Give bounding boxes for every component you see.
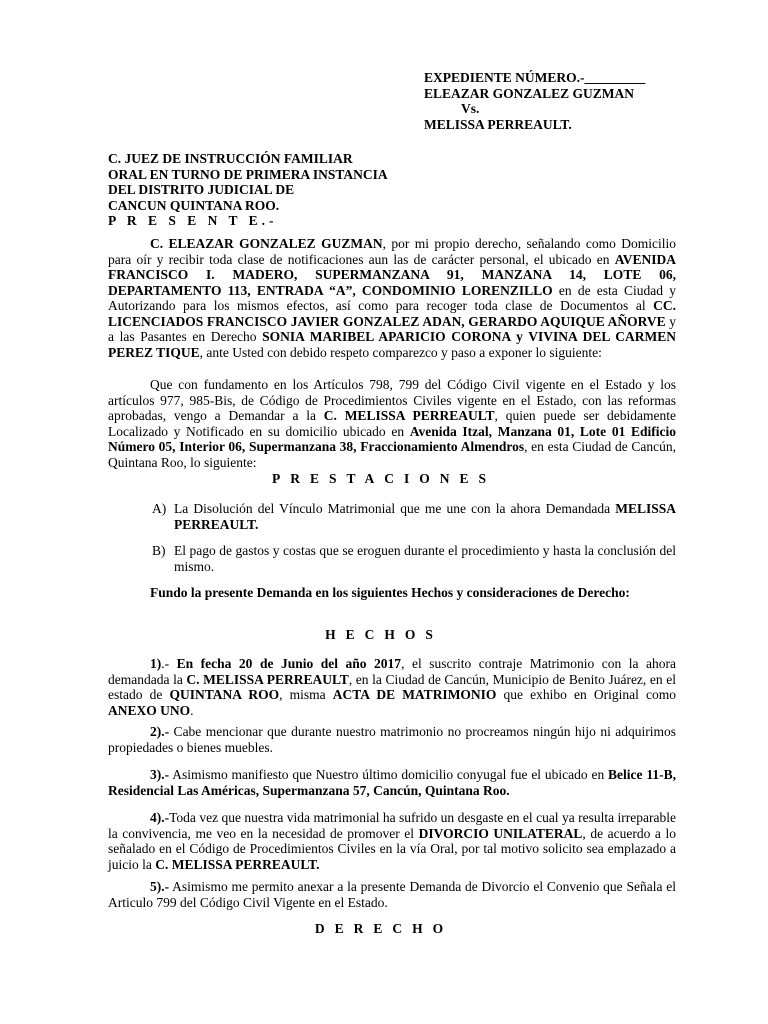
hecho-text: Cabe mencionar que durante nuestro matrimonio no procreamos ningún hijo ni adquirimos propiedades o bienes muebles. xyxy=(108,724,676,755)
hecho-4 xyxy=(108,810,676,872)
hecho-1 xyxy=(108,656,676,718)
hecho-text: Toda vez que nuestra vida matrimonial ha sufrido un desgaste en el cual ya resulta irreparable la convivencia, me veo en la necesidad de promover el xyxy=(108,810,676,841)
derecho-title: DERECHO xyxy=(314,921,454,936)
hecho-text: , en la Ciudad de Cancún, Municipio de Benito Juárez, en el estado de xyxy=(108,671,676,702)
fundamento-text: , quien puede ser debidamente Localizado y Notificado en su domicilio ubicado en xyxy=(108,408,676,439)
actor-name: ELEAZAR GONZALEZ GUZMAN xyxy=(424,85,635,101)
intro-text: y a las Pasantes en Derecho xyxy=(108,313,676,344)
addressee-line: ORAL EN TURNO DE PRIMERA INSTANCIA xyxy=(108,166,388,182)
defendant-ref: C. MELISSA PERREAULT xyxy=(323,408,495,423)
item-letter: B) xyxy=(152,543,166,558)
versus-label: Vs. xyxy=(461,101,480,116)
hecho-2 xyxy=(108,724,676,755)
paralegals-names: SONIA MARIBEL APARICIO CORONA y VIVINA DEL CARMEN PEREZ TIQUE xyxy=(108,329,676,360)
divorce-type: DIVORCIO UNILATERAL xyxy=(418,825,583,841)
hecho-text: Asimismo manifiesto que Nuestro último domicilio conyugal fue el ubicado en xyxy=(169,767,609,782)
prestacion-item xyxy=(152,543,676,574)
fundamento-text: Que con fundamento en los Artículos 798, 799 del Código Civil vigente en el Estado y los artículos 977, 985-Bis, de Código de Procedimientos Civiles vigente en el Estado, con las reformas aprobadas, vengo a Demandar a la xyxy=(108,377,676,423)
plaintiff-name: C. ELEAZAR GONZALEZ GUZMAN xyxy=(150,236,383,251)
presente-line: P R E S E N T E.- xyxy=(108,213,278,228)
attorneys-names: CC. LICENCIADOS FRANCISCO JAVIER GONZALEZ ADAN, GERARDO AQUIQUE AÑORVE xyxy=(108,298,676,329)
expediente-line: EXPEDIENTE NÚMERO.-_________ xyxy=(424,70,646,85)
hecho-number: 4).- xyxy=(150,810,170,825)
hecho-text: que exhibo en Original como xyxy=(496,687,676,702)
annex-ref: ANEXO UNO xyxy=(108,702,191,718)
intro-text: , por mi propio derecho, señalando como Domicilio para oír y recibir toda clase de notificaciones aun las de carácter personal, el ubicado en xyxy=(108,236,676,267)
addressee-line: CANCUN QUINTANA ROO. xyxy=(108,197,280,213)
hecho-text: . xyxy=(190,702,194,718)
hecho-text: , de acuerdo a lo señalado en el Código de Procedimientos Civiles en la vía Oral, por tal motivo solicito sea emplazado a juicio la xyxy=(108,825,676,872)
item-bold: MELISSA PERREAULT. xyxy=(174,501,676,532)
state-name: QUINTANA ROO xyxy=(169,687,280,702)
fundamento-text: , en esta Ciudad de Cancún, Quintana Roo, lo siguiente: xyxy=(108,439,676,470)
hecho-number: 3).- xyxy=(150,767,170,782)
intro-paragraph xyxy=(108,236,676,360)
hecho-text: , misma xyxy=(279,687,333,702)
last-domicile: Belice 11-B, Residencial Las Américas, Supermanzana 57, Cancún, Quintana Roo. xyxy=(108,767,676,798)
hecho-text: Asimismo me permito anexar a la presente Demanda de Divorcio el Convenio que Señala el Articulo 799 del Código Civil Vigente en el Estado. xyxy=(108,879,676,910)
item-text: La Disolución del Vínculo Matrimonial que me une con la ahora Demandada xyxy=(174,501,616,516)
addressee-line: DEL DISTRITO JUDICIAL DE xyxy=(108,182,295,197)
hecho-date: En fecha 20 de Junio del año 2017 xyxy=(176,656,402,671)
intro-text: , ante Usted con debido respeto comparezco y paso a exponer lo siguiente: xyxy=(199,344,602,360)
hecho-5 xyxy=(108,879,676,910)
fundo-text: Fundo la presente Demanda en los siguientes Hechos y consideraciones de Derecho: xyxy=(150,585,630,600)
item-letter: A) xyxy=(152,501,167,516)
hecho-text: , el suscrito contraje Matrimonio con la ahora demandada la xyxy=(108,656,676,687)
addressee-line: C. JUEZ DE INSTRUCCIÓN FAMILIAR xyxy=(108,151,353,166)
defendant-address: Avenida Itzal, Manzana 01, Lote 01 Edificio Número 05, Interior 06, Supermanzana 38, Fraccionamiento Almendros xyxy=(108,423,676,454)
hecho-number: 5).- xyxy=(150,879,170,894)
plaintiff-address: AVENIDA FRANCISCO I. MADERO, SUPERMANZANA 91, MANZANA 14, LOTE 06, DEPARTAMENTO 113, ENTRADA “A”, CONDOMINIO LORENZILLO xyxy=(108,251,676,298)
prestaciones-title: PRESTACIONES xyxy=(271,471,497,486)
prestacion-item xyxy=(152,501,676,532)
fundamento-paragraph xyxy=(108,377,676,470)
hecho-text: .- xyxy=(161,656,177,671)
addressee-block xyxy=(108,151,468,229)
acta-ref: ACTA DE MATRIMONIO xyxy=(332,687,497,702)
hecho-number: 1) xyxy=(150,656,162,671)
defendant-ref: C. MELISSA PERREAULT xyxy=(186,671,349,687)
hecho-3 xyxy=(108,767,676,798)
fundo-paragraph xyxy=(108,585,676,601)
case-caption xyxy=(424,70,724,132)
intro-text: en de esta Ciudad y Autorizando para los mismos efectos, así como para recoger toda clase de Documentos al xyxy=(108,282,676,313)
defendant-name: MELISSA PERREAULT. xyxy=(424,116,572,132)
item-text: El pago de gastos y costas que se eroguen durante el procedimiento y hasta la conclusión del mismo. xyxy=(174,543,676,574)
defendant-ref: C. MELISSA PERREAULT. xyxy=(155,856,320,872)
hechos-title: HECHOS xyxy=(325,627,443,642)
hecho-number: 2).- xyxy=(150,724,170,739)
